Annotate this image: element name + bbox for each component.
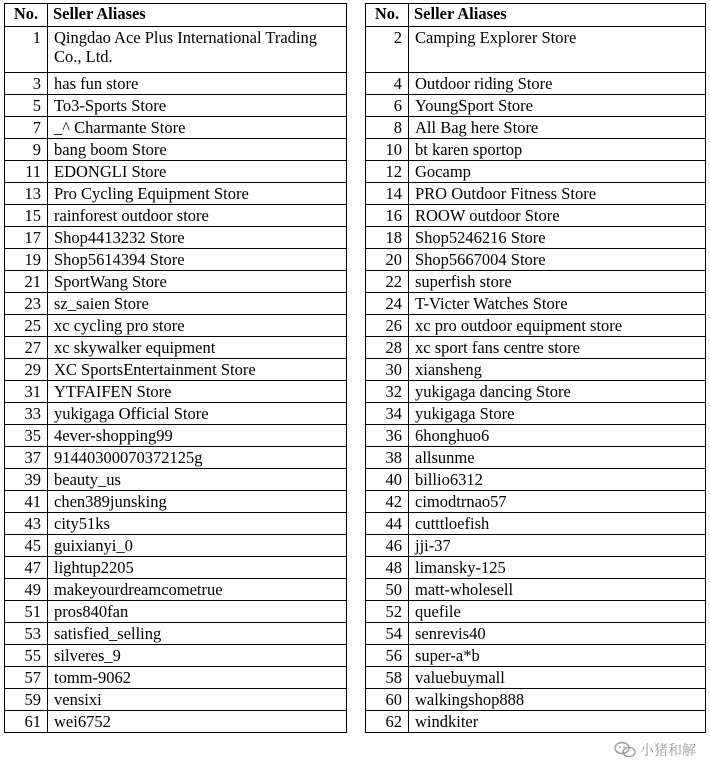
table-row	[366, 139, 706, 161]
table-row	[5, 205, 347, 227]
table-row	[5, 579, 347, 601]
table-row	[5, 249, 347, 271]
table-header-row	[366, 4, 706, 27]
table-row	[366, 403, 706, 425]
header-no: No.	[5, 4, 48, 27]
row-number: 48	[366, 557, 409, 579]
table-row	[366, 645, 706, 667]
table-row	[5, 623, 347, 645]
table-row	[366, 667, 706, 689]
seller-alias: limansky-125	[409, 557, 706, 579]
table-row	[366, 271, 706, 293]
seller-alias: allsunme	[409, 447, 706, 469]
seller-alias: 6honghuo6	[409, 425, 706, 447]
table-row	[5, 667, 347, 689]
seller-alias: Shop4413232 Store	[48, 227, 347, 249]
seller-alias: YoungSport Store	[409, 95, 706, 117]
row-number: 32	[366, 381, 409, 403]
table-row	[5, 337, 347, 359]
row-number: 31	[5, 381, 48, 403]
row-number: 59	[5, 689, 48, 711]
seller-alias: bang boom Store	[48, 139, 347, 161]
seller-alias: jji-37	[409, 535, 706, 557]
header-seller-aliases: Seller Aliases	[409, 4, 706, 27]
seller-alias: sz_saien Store	[48, 293, 347, 315]
table-row	[366, 183, 706, 205]
row-number: 6	[366, 95, 409, 117]
seller-alias: Shop5667004 Store	[409, 249, 706, 271]
table-row	[366, 249, 706, 271]
row-number: 45	[5, 535, 48, 557]
table-row	[366, 711, 706, 733]
seller-alias: yukigaga Store	[409, 403, 706, 425]
seller-alias: senrevis40	[409, 623, 706, 645]
table-row	[366, 381, 706, 403]
row-number: 44	[366, 513, 409, 535]
table-row	[5, 381, 347, 403]
seller-alias: rainforest outdoor store	[48, 205, 347, 227]
table-row	[5, 227, 347, 249]
table-row	[366, 161, 706, 183]
table-row	[366, 623, 706, 645]
table-row	[366, 117, 706, 139]
seller-alias: beauty_us	[48, 469, 347, 491]
table-row	[366, 689, 706, 711]
table-row	[5, 73, 347, 95]
table-row	[5, 359, 347, 381]
seller-alias: makeyourdreamcometrue	[48, 579, 347, 601]
row-number: 12	[366, 161, 409, 183]
seller-alias: YTFAIFEN Store	[48, 381, 347, 403]
row-number: 27	[5, 337, 48, 359]
table-row	[5, 403, 347, 425]
row-number: 61	[5, 711, 48, 733]
table-row	[5, 447, 347, 469]
table-row	[5, 315, 347, 337]
seller-alias: 4ever-shopping99	[48, 425, 347, 447]
table-row	[5, 513, 347, 535]
seller-alias: windkiter	[409, 711, 706, 733]
row-number: 20	[366, 249, 409, 271]
seller-alias: walkingshop888	[409, 689, 706, 711]
table-row	[5, 95, 347, 117]
row-number: 14	[366, 183, 409, 205]
table-row	[5, 271, 347, 293]
seller-alias: bt karen sportop	[409, 139, 706, 161]
row-number: 49	[5, 579, 48, 601]
table-row	[366, 447, 706, 469]
seller-alias: T-Victer Watches Store	[409, 293, 706, 315]
seller-alias: vensixi	[48, 689, 347, 711]
row-number: 1	[5, 27, 48, 73]
seller-alias: super-a*b	[409, 645, 706, 667]
seller-alias: yukigaga Official Store	[48, 403, 347, 425]
seller-alias: guixianyi_0	[48, 535, 347, 557]
header-no: No.	[366, 4, 409, 27]
table-row	[366, 513, 706, 535]
table-row	[366, 579, 706, 601]
seller-alias: xc pro outdoor equipment store	[409, 315, 706, 337]
table-row	[366, 359, 706, 381]
row-number: 17	[5, 227, 48, 249]
watermark-text: 小猪和解	[640, 743, 696, 759]
row-number: 8	[366, 117, 409, 139]
row-number: 47	[5, 557, 48, 579]
table-row	[5, 645, 347, 667]
seller-alias: SportWang Store	[48, 271, 347, 293]
table-row	[5, 469, 347, 491]
table-row	[366, 491, 706, 513]
row-number: 57	[5, 667, 48, 689]
table-row	[366, 601, 706, 623]
row-number: 55	[5, 645, 48, 667]
seller-alias: xc cycling pro store	[48, 315, 347, 337]
table-row	[5, 491, 347, 513]
row-number: 5	[5, 95, 48, 117]
seller-table-left	[4, 3, 347, 733]
seller-alias: city51ks	[48, 513, 347, 535]
row-number: 13	[5, 183, 48, 205]
table-row	[5, 535, 347, 557]
row-number: 52	[366, 601, 409, 623]
table-row	[366, 27, 706, 73]
seller-alias: chen389junsking	[48, 491, 347, 513]
seller-alias: Outdoor riding Store	[409, 73, 706, 95]
table-row	[5, 689, 347, 711]
row-number: 37	[5, 447, 48, 469]
row-number: 42	[366, 491, 409, 513]
table-row	[5, 711, 347, 733]
row-number: 56	[366, 645, 409, 667]
seller-alias: valuebuymall	[409, 667, 706, 689]
seller-alias: EDONGLI Store	[48, 161, 347, 183]
row-number: 10	[366, 139, 409, 161]
seller-alias: Shop5614394 Store	[48, 249, 347, 271]
seller-alias: silveres_9	[48, 645, 347, 667]
seller-alias: cutttloefish	[409, 513, 706, 535]
row-number: 29	[5, 359, 48, 381]
seller-alias: 91440300070372125g	[48, 447, 347, 469]
table-row	[5, 27, 347, 73]
row-number: 16	[366, 205, 409, 227]
row-number: 46	[366, 535, 409, 557]
row-number: 19	[5, 249, 48, 271]
seller-alias: Shop5246216 Store	[409, 227, 706, 249]
seller-alias: quefile	[409, 601, 706, 623]
table-row	[5, 557, 347, 579]
seller-alias: ROOW outdoor Store	[409, 205, 706, 227]
seller-alias: matt-wholesell	[409, 579, 706, 601]
row-number: 22	[366, 271, 409, 293]
row-number: 30	[366, 359, 409, 381]
row-number: 38	[366, 447, 409, 469]
row-number: 18	[366, 227, 409, 249]
seller-alias: xiansheng	[409, 359, 706, 381]
table-header-row	[5, 4, 347, 27]
seller-alias: billio6312	[409, 469, 706, 491]
seller-alias: yukigaga dancing Store	[409, 381, 706, 403]
table-row	[5, 293, 347, 315]
watermark	[614, 740, 696, 760]
row-number: 23	[5, 293, 48, 315]
table-row	[366, 73, 706, 95]
row-number: 28	[366, 337, 409, 359]
table-row	[366, 535, 706, 557]
row-number: 40	[366, 469, 409, 491]
table-row	[366, 315, 706, 337]
wechat-icon	[614, 741, 636, 759]
table-row	[5, 601, 347, 623]
row-number: 53	[5, 623, 48, 645]
table-row	[5, 117, 347, 139]
row-number: 36	[366, 425, 409, 447]
table-row	[366, 469, 706, 491]
row-number: 15	[5, 205, 48, 227]
row-number: 58	[366, 667, 409, 689]
table-row	[5, 425, 347, 447]
table-row	[5, 139, 347, 161]
seller-alias: pros840fan	[48, 601, 347, 623]
row-number: 51	[5, 601, 48, 623]
seller-alias: cimodtrnao57	[409, 491, 706, 513]
table-row	[5, 161, 347, 183]
row-number: 7	[5, 117, 48, 139]
table-row	[366, 95, 706, 117]
row-number: 41	[5, 491, 48, 513]
seller-alias: tomm-9062	[48, 667, 347, 689]
seller-alias: lightup2205	[48, 557, 347, 579]
row-number: 34	[366, 403, 409, 425]
row-number: 50	[366, 579, 409, 601]
table-row	[366, 425, 706, 447]
seller-alias: XC SportsEntertainment Store	[48, 359, 347, 381]
row-number: 21	[5, 271, 48, 293]
row-number: 9	[5, 139, 48, 161]
seller-table-right-body	[366, 27, 706, 733]
seller-table-right	[365, 3, 706, 733]
row-number: 2	[366, 27, 409, 73]
seller-alias: To3-Sports Store	[48, 95, 347, 117]
seller-alias: PRO Outdoor Fitness Store	[409, 183, 706, 205]
row-number: 43	[5, 513, 48, 535]
seller-alias: xc sport fans centre store	[409, 337, 706, 359]
table-row	[366, 227, 706, 249]
row-number: 35	[5, 425, 48, 447]
seller-alias: wei6752	[48, 711, 347, 733]
table-row	[366, 293, 706, 315]
table-row	[366, 557, 706, 579]
row-number: 26	[366, 315, 409, 337]
table-row	[366, 205, 706, 227]
row-number: 62	[366, 711, 409, 733]
row-number: 24	[366, 293, 409, 315]
seller-alias: Pro Cycling Equipment Store	[48, 183, 347, 205]
row-number: 11	[5, 161, 48, 183]
seller-alias: Qingdao Ace Plus International Trading Co., Ltd.	[48, 27, 347, 73]
seller-alias: Camping Explorer Store	[409, 27, 706, 73]
row-number: 4	[366, 73, 409, 95]
row-number: 60	[366, 689, 409, 711]
seller-alias: has fun store	[48, 73, 347, 95]
seller-table-left-body	[5, 27, 347, 733]
row-number: 25	[5, 315, 48, 337]
row-number: 3	[5, 73, 48, 95]
row-number: 54	[366, 623, 409, 645]
seller-alias: satisfied_selling	[48, 623, 347, 645]
table-row	[5, 183, 347, 205]
seller-alias: Gocamp	[409, 161, 706, 183]
row-number: 33	[5, 403, 48, 425]
table-row	[366, 337, 706, 359]
row-number: 39	[5, 469, 48, 491]
seller-alias: xc skywalker equipment	[48, 337, 347, 359]
seller-alias: _^ Charmante Store	[48, 117, 347, 139]
header-seller-aliases: Seller Aliases	[48, 4, 347, 27]
seller-alias: All Bag here Store	[409, 117, 706, 139]
seller-alias: superfish store	[409, 271, 706, 293]
